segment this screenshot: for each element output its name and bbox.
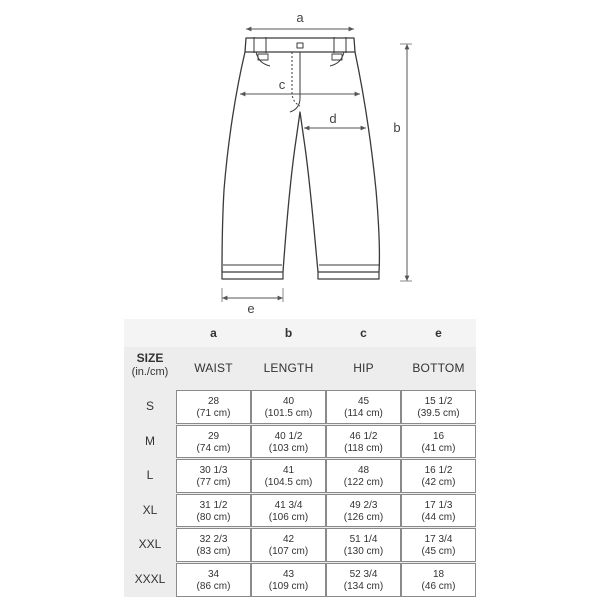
cell-m-length bbox=[251, 425, 326, 459]
size-label-m: M bbox=[145, 433, 155, 448]
cell-xxl-waist bbox=[176, 528, 251, 562]
cell-centimeters: (86 cm) bbox=[196, 581, 231, 592]
cell-centimeters: (45 cm) bbox=[421, 546, 456, 558]
cell-centimeters: (44 cm) bbox=[421, 511, 456, 523]
cell-inches: 40 1/2 bbox=[274, 430, 303, 442]
cell-xxl-length bbox=[251, 528, 326, 562]
cell-inches: 46 1/2 bbox=[349, 430, 378, 442]
cell-inches: 28 bbox=[207, 396, 220, 407]
cell-inches: 17 3/4 bbox=[424, 534, 453, 546]
cell-inches: 42 bbox=[282, 534, 295, 546]
size-table bbox=[124, 319, 476, 597]
cell-centimeters: (122 cm) bbox=[343, 477, 384, 489]
label-a: a bbox=[296, 10, 304, 25]
cell-inches: 16 1/2 bbox=[424, 465, 453, 477]
cell-inches: 17 1/3 bbox=[424, 499, 453, 511]
size-label-xxl: XXL bbox=[138, 537, 162, 552]
cell-m-bottom bbox=[401, 425, 476, 459]
cell-inches: 18 bbox=[432, 569, 445, 580]
cell-xxxl-bottom bbox=[401, 563, 476, 597]
column-header-waist: WAIST bbox=[194, 361, 233, 375]
cell-inches: 15 1/2 bbox=[424, 396, 453, 407]
cell-s-hip bbox=[326, 390, 401, 424]
label-c: c bbox=[278, 77, 286, 92]
cell-l-hip bbox=[326, 459, 401, 493]
cell-centimeters: (103 cm) bbox=[268, 442, 309, 454]
size-label-xl: XL bbox=[142, 502, 158, 517]
cell-inches: 34 bbox=[207, 569, 220, 580]
cell-s-bottom bbox=[401, 390, 476, 424]
cell-centimeters: (77 cm) bbox=[196, 477, 231, 489]
label-b: b bbox=[393, 120, 401, 135]
size-header-unit: (in./cm) bbox=[131, 366, 169, 378]
cell-centimeters: (41 cm) bbox=[421, 442, 456, 454]
label-e: e bbox=[247, 301, 255, 316]
letter-header-row bbox=[124, 319, 476, 347]
cell-s-waist bbox=[176, 390, 251, 424]
cell-inches: 30 1/3 bbox=[199, 465, 228, 477]
letter-e: e bbox=[435, 326, 442, 340]
cell-inches: 41 bbox=[282, 465, 295, 477]
cell-m-hip bbox=[326, 425, 401, 459]
cell-centimeters: (106 cm) bbox=[268, 511, 309, 523]
label-d: d bbox=[329, 111, 337, 126]
cell-centimeters: (104.5 cm) bbox=[264, 477, 313, 489]
letter-b: b bbox=[284, 326, 293, 340]
cell-s-length bbox=[251, 390, 326, 424]
cell-xxxl-waist bbox=[176, 563, 251, 597]
cell-xl-length bbox=[251, 494, 326, 528]
cell-inches: 45 bbox=[357, 396, 370, 407]
cell-l-bottom bbox=[401, 459, 476, 493]
cell-inches: 43 bbox=[282, 569, 295, 580]
cell-xl-hip bbox=[326, 494, 401, 528]
size-label-xxxl: XXXL bbox=[134, 572, 166, 586]
cell-inches: 51 1/4 bbox=[349, 534, 378, 546]
size-label-l: L bbox=[146, 468, 154, 483]
column-header-length: LENGTH bbox=[263, 361, 314, 375]
cell-inches: 52 3/4 bbox=[349, 569, 378, 580]
cell-inches: 29 bbox=[207, 430, 220, 442]
cell-centimeters: (118 cm) bbox=[344, 442, 383, 454]
column-header-hip: HIP bbox=[353, 361, 374, 375]
cell-centimeters: (83 cm) bbox=[196, 546, 231, 558]
letter-a: a bbox=[210, 326, 217, 340]
cell-inches: 16 bbox=[432, 430, 445, 442]
cell-xxl-hip bbox=[326, 528, 401, 562]
cell-centimeters: (134 cm) bbox=[343, 581, 384, 592]
cell-l-length bbox=[251, 459, 326, 493]
cell-inches: 31 1/2 bbox=[199, 499, 228, 511]
cell-centimeters: (71 cm) bbox=[196, 408, 231, 419]
cell-xxxl-hip bbox=[326, 563, 401, 597]
cell-inches: 40 bbox=[282, 396, 295, 407]
pants-outline bbox=[222, 37, 379, 279]
cell-centimeters: (109 cm) bbox=[268, 581, 309, 592]
cell-centimeters: (39.5 cm) bbox=[417, 408, 460, 419]
size-header-title: SIZE bbox=[136, 351, 164, 365]
cell-xxl-bottom bbox=[401, 528, 476, 562]
cell-inches: 48 bbox=[357, 465, 370, 477]
size-header bbox=[124, 347, 176, 389]
cell-centimeters: (80 cm) bbox=[196, 511, 231, 523]
letter-c: c bbox=[360, 326, 367, 340]
cell-centimeters: (107 cm) bbox=[268, 546, 309, 558]
size-label-s: S bbox=[145, 399, 154, 413]
cell-xl-waist bbox=[176, 494, 251, 528]
cell-centimeters: (42 cm) bbox=[421, 477, 456, 489]
column-header-bottom: BOTTOM bbox=[412, 361, 465, 375]
cell-l-waist bbox=[176, 459, 251, 493]
cell-centimeters: (101.5 cm) bbox=[264, 408, 313, 419]
cell-centimeters: (74 cm) bbox=[196, 442, 231, 454]
cell-centimeters: (46 cm) bbox=[421, 581, 456, 592]
cell-centimeters: (126 cm) bbox=[343, 511, 384, 523]
cell-inches: 32 2/3 bbox=[199, 534, 228, 546]
cell-centimeters: (114 cm) bbox=[344, 408, 383, 419]
cell-inches: 41 3/4 bbox=[274, 499, 303, 511]
cell-xl-bottom bbox=[401, 494, 476, 528]
cell-centimeters: (130 cm) bbox=[343, 546, 384, 558]
cell-xxxl-length bbox=[251, 563, 326, 597]
cell-m-waist bbox=[176, 425, 251, 459]
cell-inches: 49 2/3 bbox=[349, 499, 378, 511]
